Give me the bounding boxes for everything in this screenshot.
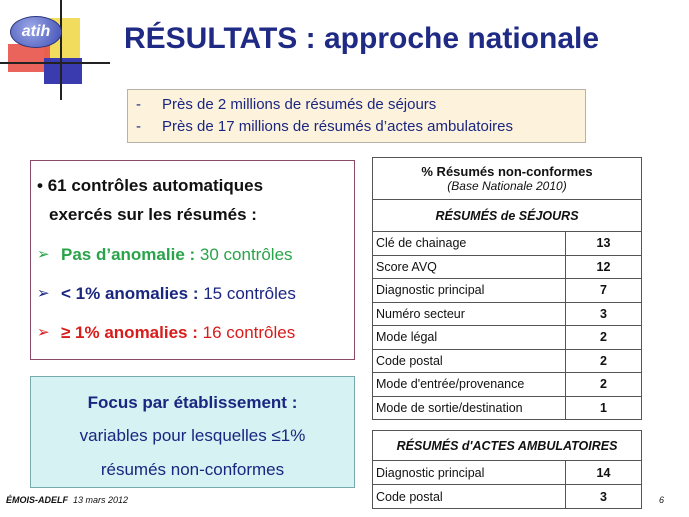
dash-marker: - <box>136 118 141 135</box>
row-value: 3 <box>566 485 642 509</box>
row-label: Diagnostic principal <box>373 279 566 303</box>
row-value: 30 contrôles <box>199 245 293 264</box>
summary-text: Près de 2 millions de résumés de séjours <box>162 96 437 113</box>
row-value: 16 contrôles <box>202 323 296 342</box>
summary-text: Près de 17 millions de résumés d’actes ambulatoires <box>162 118 513 135</box>
table-section-row <box>373 431 642 461</box>
focus-line: résumés non-conformes <box>100 460 285 479</box>
table-row <box>373 349 642 373</box>
controls-heading-line1: 61 contrôles automatiques <box>47 176 264 195</box>
nonconformity-table <box>372 157 642 420</box>
section-label: RÉSUMÉS d'ACTES AMBULATOIRES <box>373 431 642 461</box>
footer-date: 13 mars 2012 <box>73 495 129 505</box>
table-row <box>373 326 642 350</box>
footer-org: ÉMOIS-ADELF <box>6 495 68 505</box>
table-header-cell <box>373 158 642 200</box>
table-header-row <box>373 158 642 200</box>
page-number: 6 <box>659 495 665 505</box>
table-header-title: % Résumés non-conformes <box>421 164 593 179</box>
logo-vertical-line <box>60 0 62 100</box>
table-header-subtitle: (Base Nationale 2010) <box>447 179 567 193</box>
table-row <box>373 255 642 279</box>
row-value: 13 <box>566 232 642 256</box>
controls-row-no-anomaly <box>37 235 346 274</box>
logo-oval <box>10 16 62 48</box>
arrow-icon: ➢ <box>37 246 50 263</box>
row-label: Code postal <box>373 485 566 509</box>
row-value: 2 <box>566 349 642 373</box>
row-label: Score AVQ <box>373 255 566 279</box>
summary-line <box>136 94 577 116</box>
row-value: 14 <box>566 461 642 485</box>
row-label: Mode légal <box>373 326 566 350</box>
row-value: 15 contrôles <box>203 284 296 303</box>
logo-horizontal-line <box>0 62 110 64</box>
row-value: 2 <box>566 326 642 350</box>
row-value: 3 <box>566 302 642 326</box>
row-label: Pas d’anomalie : <box>61 245 196 264</box>
table-row <box>373 396 642 420</box>
atih-logo <box>0 0 110 100</box>
logo-text: atih <box>21 23 51 40</box>
focus-title: Focus par établissement : <box>87 393 298 412</box>
row-value: 1 <box>566 396 642 420</box>
summary-line <box>136 116 577 138</box>
row-value: 2 <box>566 373 642 397</box>
row-label: Clé de chainage <box>373 232 566 256</box>
row-label: Code postal <box>373 349 566 373</box>
row-value: 12 <box>566 255 642 279</box>
table-row <box>373 279 642 303</box>
table-row <box>373 461 642 485</box>
slide-title: RÉSULTATS : approche nationale <box>124 22 600 55</box>
arrow-icon: ➢ <box>37 285 50 302</box>
controls-heading <box>37 171 346 201</box>
table-row <box>373 373 642 397</box>
row-value: 7 <box>566 279 642 303</box>
bullet-dot: • <box>37 176 43 195</box>
summary-box <box>127 89 586 143</box>
footer <box>6 495 128 505</box>
row-label: Mode d'entrée/provenance <box>373 373 566 397</box>
section-label: RÉSUMÉS de SÉJOURS <box>373 200 642 232</box>
table-row <box>373 485 642 509</box>
dash-marker: - <box>136 96 141 113</box>
row-label: < 1% anomalies : <box>61 284 199 303</box>
arrow-icon: ➢ <box>37 324 50 341</box>
table-row <box>373 232 642 256</box>
table-section-row <box>373 200 642 232</box>
ambulatory-table <box>372 430 642 509</box>
controls-row-low-anomaly <box>37 274 346 313</box>
focus-box <box>30 376 355 488</box>
row-label: ≥ 1% anomalies : <box>61 323 198 342</box>
row-label: Diagnostic principal <box>373 461 566 485</box>
focus-line: variables pour lesquelles ≤1% <box>79 426 306 445</box>
controls-box <box>30 160 355 360</box>
row-label: Mode de sortie/destination <box>373 396 566 420</box>
row-label: Numéro secteur <box>373 302 566 326</box>
controls-heading-line2: exercés sur les résumés : <box>49 205 257 224</box>
table-row <box>373 302 642 326</box>
controls-row-high-anomaly <box>37 313 346 352</box>
